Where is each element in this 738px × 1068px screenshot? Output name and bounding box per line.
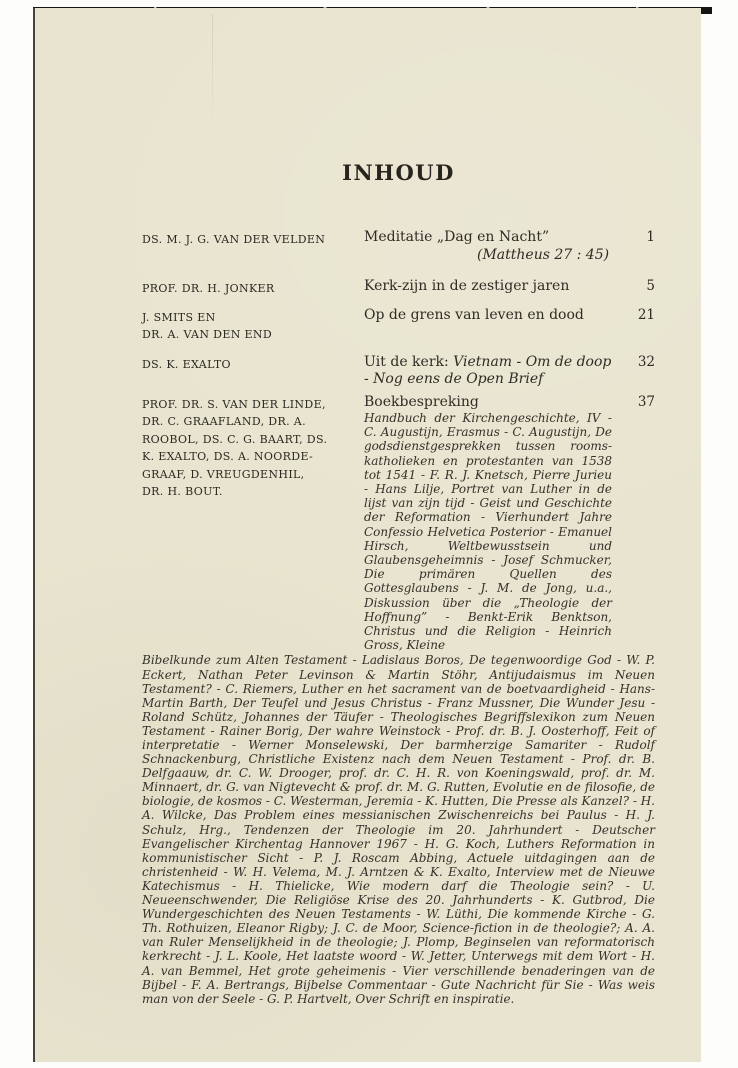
table-of-contents: [142, 229, 655, 1006]
author-line: DS. K. EXALTO: [142, 357, 231, 371]
author-line: K. EXALTO, DS. A. NOORDE-: [142, 450, 314, 463]
author-line: DR. H. BOUT.: [142, 485, 223, 498]
author-line: ROOBOL, DS. C. G. BAART, DS.: [142, 432, 328, 446]
toc-entry: [142, 278, 655, 298]
toc-entry-page-number: 21: [637, 306, 655, 323]
toc-entry-page-number: 32: [637, 353, 655, 370]
book-review-heading-row: [364, 394, 655, 412]
author-line: DR. C. GRAAFLAND, DR. A.: [142, 415, 306, 428]
page-title: INHOUD: [342, 160, 455, 185]
author-line: PROF. DR. S. VAN DER LINDE,: [142, 397, 326, 411]
title-roman-part: Uit de kerk:: [364, 353, 454, 370]
book-page: [33, 8, 701, 1062]
author-line: J. SMITS EN: [142, 310, 216, 324]
book-review-heading: Boekbespreking: [364, 393, 479, 410]
toc-entry-page-number: 37: [637, 393, 655, 410]
toc-entry-authors: [142, 278, 364, 298]
toc-entry-title: [364, 354, 612, 389]
toc-entry: [142, 229, 655, 264]
book-review-list-full-width: Bibelkunde zum Alten Testament - Ladislaus Boros, De tegenwoordige God - W. P. Eckert, Nathan Peter Levinson & Martin Stöhr, Antijudaismus im Neuen Testament? - C. Riemers, Luther en het sacrament van de boetvaardigheid - Hans-Martin Barth, Der Teufel und Jesus Christus - Franz Mussner, Die Wunder Jesu - Roland Schütz, Johannes der Täufer - Theologisches Begriffslexikon zum Neuen Testament - Rainer Borig, Der wahre Weinstock - Prof. dr. B. J. Oosterhoff, Feit of interpretatie - Werner Monselewski, Der barmherzige Samariter - Rudolf Schnackenburg, Christliche Existenz nach dem Neuen Testament - Prof. dr. B. Delfgaauw, dr. C. W. Drooger, prof. dr. C. H. R. von Koeningswald, prof. dr. M. Minnaert, dr. G. van Nigtevecht & prof. dr. M. G. Rutten, Evolutie en de filosofie, de biologie, de kosmos - C. Westerman, Jeremia - K. Hutten, Die Presse als Kanzel? - H. A. Wilcke, Das Problem eines messianischen Zwischenreichs bei Paulus - H. J. Schulz, Hrg., Tendenzen der Theologie im 20. Jahrhundert - Deutscher Evangelischer Kirchentag Hannover 1967 - H. G. Koch, Luthers Reformation in kommunistischer Sicht - P. J. Roscam Abbing, Actuele uitdagingen aan de christenheid - W. H. Velema, M. J. Arntzen & K. Exalto, Interview met de Nieuwe Katechismus - H. Thielicke, Wie modern darf die Theologie sein? - U. Neueenschwender, Die Religiöse Krise des 20. Jahrhunderts - K. Gutbrod, Die Wundergeschichten des Neuen Testaments - W. Lüthi, Die kommende Kirche - G. Th. Rothuizen, Eleanor Rigby; J. C. de Moor, Science-fiction in de theologie?; A. A. van Ruler Menselijkheid in de theologie; J. Plomp, Beginselen van reformatorisch kerkrecht - J. L. Koole, Het laatste woord - W. Jetter, Unterwegs mit dem Wort - H. A. van Bemmel, Het grote geheimenis - Vier verschillende benaderingen van de Bijbel - F. A. Bertrangs, Bijbelse Commentaar - Gute Nachricht für Sie - Was weis man von der Seele - G. P. Hartvelt, Over Schrift en inspiratie.: [142, 653, 655, 1006]
toc-entry: [142, 307, 655, 344]
toc-entry-authors: [142, 394, 364, 501]
author-line: GRAAF, D. VREUGDENHIL,: [142, 467, 305, 481]
toc-entry-page-number: 1: [646, 229, 655, 245]
author-line: DR. A. VAN DEN END: [142, 328, 273, 341]
title-line: Meditatie „Dag en Nacht”: [364, 229, 550, 245]
toc-entry: [142, 394, 655, 653]
page-crease: [212, 14, 213, 134]
title-subtitle: (Mattheus 27 : 45): [477, 246, 610, 263]
toc-entry-authors: [142, 229, 364, 249]
toc-entry: [142, 354, 655, 389]
author-line: PROF. DR. H. JONKER: [142, 282, 275, 295]
author-line: DS. M. J. G. VAN DER VELDEN: [142, 233, 326, 246]
toc-entry-title: [364, 229, 612, 264]
toc-entry-authors: [142, 307, 364, 344]
toc-entry-title: [364, 394, 655, 653]
book-review-list-column: Handbuch der Kirchengeschichte, IV - C. Augustijn, Erasmus - C. Augustijn, De godsdienstgesprekken tussen rooms-katholieken en protestanten van 1538 tot 1541 - F. R. J. Knetsch, Pierre Jurieu - Hans Lilje, Portret van Luther in de lijst van zijn tijd - Geist und Geschichte der Reformation - Vierhundert Jahre Confessio Helvetica Posterior - Emanuel Hirsch, Weltbewusstsein und Glaubensgeheimnis - Josef Schmucker, Die primären Quellen des Gottesglaubens - J. M. de Jong, u.a., Diskussion über die „Theologie der Hoffnung” - Benkt-Erik Benktson, Christus und die Religion - Heinrich Gross, Kleine: [364, 411, 612, 653]
toc-entry-title: Op de grens van leven en dood: [364, 306, 584, 323]
toc-entry-page-number: 5: [646, 278, 655, 294]
title-italic-part: Vietnam - Om de doop - Nog eens de Open Brief: [364, 353, 612, 387]
toc-entry-authors: [142, 354, 364, 374]
toc-entry-title: Kerk-zijn in de zestiger jaren: [364, 278, 570, 294]
